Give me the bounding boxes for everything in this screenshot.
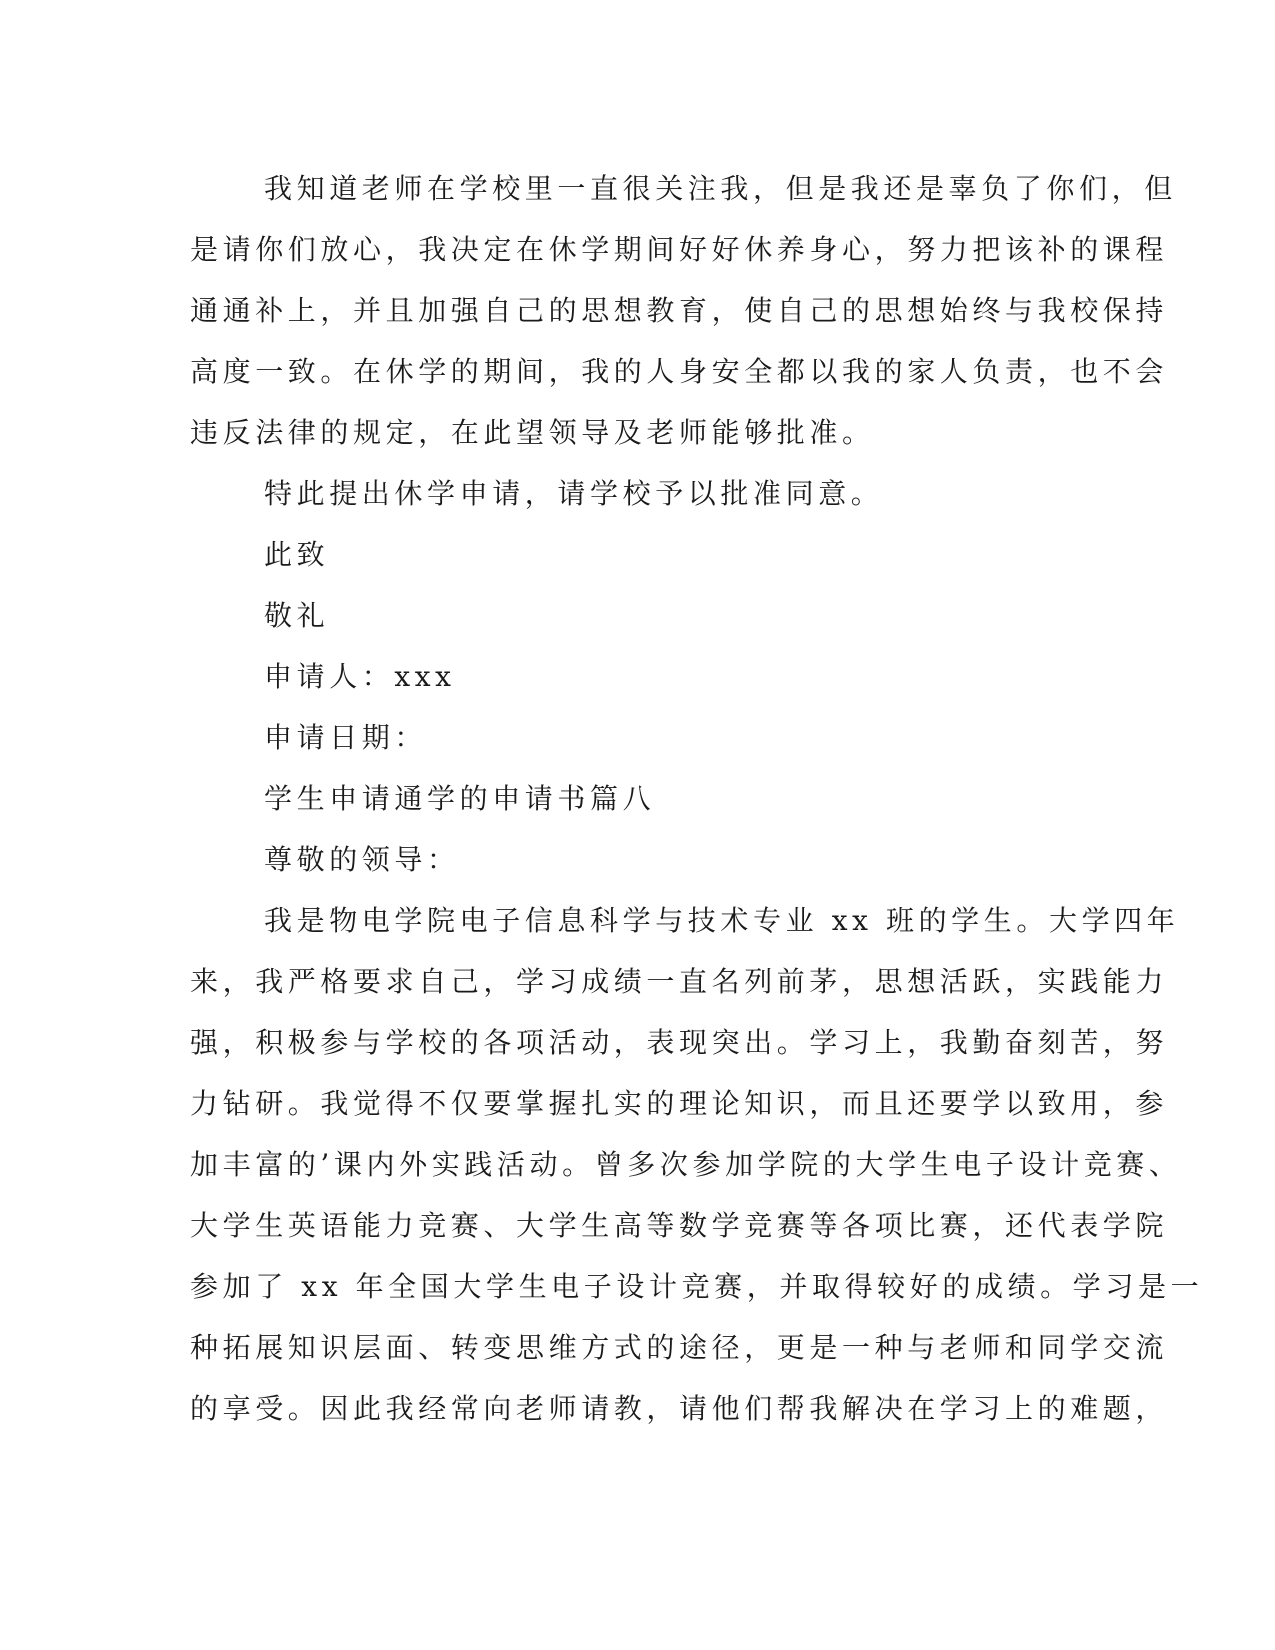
paragraph-line: 我知道老师在学校里一直很关注我，但是我还是辜负了你们，但 bbox=[264, 172, 1177, 205]
paragraph-line: 违反法律的规定，在此望领导及老师能够批准。 bbox=[190, 416, 875, 449]
paragraph-line: 的享受。因此我经常向老师请教，请他们帮我解决在学习上的难题， bbox=[190, 1392, 1169, 1425]
section-heading: 学生申请通学的申请书篇八 bbox=[264, 782, 656, 815]
paragraph-line: 强，积极参与学校的各项活动，表现突出。学习上，我勤奋刻苦，努 bbox=[190, 1026, 1169, 1059]
paragraph-line: 种拓展知识层面、转变思维方式的途径，更是一种与老师和同学交流 bbox=[190, 1331, 1169, 1364]
closing-line: 此致 bbox=[264, 538, 330, 571]
paragraph-line: 是请你们放心，我决定在休学期间好好休养身心，努力把该补的课程 bbox=[190, 233, 1169, 266]
paragraph-line: 高度一致。在休学的期间，我的人身安全都以我的家人负责，也不会 bbox=[190, 355, 1169, 388]
paragraph-line: 大学生英语能力竞赛、大学生高等数学竞赛等各项比赛，还代表学院 bbox=[190, 1209, 1169, 1242]
paragraph-line: 通通补上，并且加强自己的思想教育，使自己的思想始终与我校保持 bbox=[190, 294, 1169, 327]
paragraph-line: 加丰富的’课内外实践活动。曾多次参加学院的大学生电子设计竞赛、 bbox=[190, 1148, 1182, 1181]
date-line: 申请日期： bbox=[264, 721, 428, 754]
salutation-line: 尊敬的领导： bbox=[264, 843, 460, 876]
paragraph-line: 力钻研。我觉得不仅要掌握扎实的理论知识，而且还要学以致用，参 bbox=[190, 1087, 1169, 1120]
paragraph-line: 来，我严格要求自己，学习成绩一直名列前茅，思想活跃，实践能力 bbox=[190, 965, 1169, 998]
paragraph-line: 参加了 xx 年全国大学生电子设计竞赛，并取得较好的成绩。学习是一 bbox=[190, 1270, 1204, 1303]
document-body bbox=[190, 158, 1204, 1439]
paragraph-line: 特此提出休学申请，请学校予以批准同意。 bbox=[264, 477, 884, 510]
applicant-line: 申请人：xxx bbox=[264, 660, 456, 693]
paragraph-line: 我是物电学院电子信息科学与技术专业 xx 班的学生。大学四年 bbox=[264, 904, 1180, 937]
closing-line: 敬礼 bbox=[264, 599, 330, 632]
